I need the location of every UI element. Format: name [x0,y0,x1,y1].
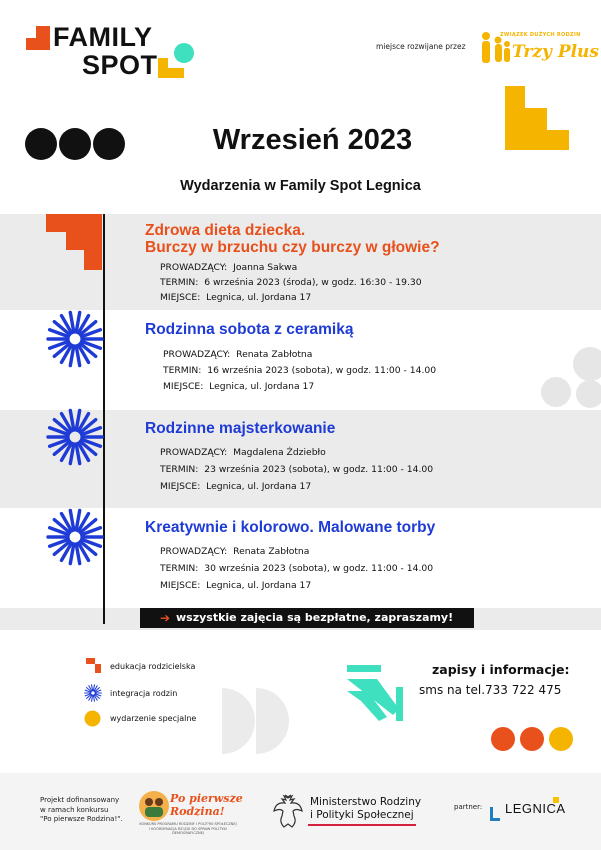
trzy-plus-name: Trzy Plus [512,42,599,62]
po-pierwsze-rodzina-logo-icon [137,790,171,822]
page-subtitle: Wydarzenia w Family Spot Legnica [180,178,421,194]
contact-title: zapisy i informacje: [432,662,570,677]
footer-project-note: Projekt dofinansowany w ramach konkursu "Po pierwsze Rodzina!". [40,796,123,823]
grey-circles-decoration-icon [540,346,601,408]
legend-label-education: edukacja rodzicielska [110,662,196,671]
event-3-place: MIEJSCE: Legnica, ul. Jordana 17 [160,481,312,492]
logo-family-text: FAMILY [53,22,153,52]
event-1-date: TERMIN: 6 września 2023 (środa), w godz. 16:30 - 19.30 [160,277,422,288]
event-4-title: Kreatywnie i kolorowo. Malowane torby [145,519,436,536]
blue-burst-icon [46,310,104,368]
partner-name: LEGNICA [505,801,566,816]
event-3-date: TERMIN: 23 września 2023 (sobota), w godz. 11:00 - 14.00 [160,464,434,475]
blue-burst-icon [84,684,102,702]
arrow-right-icon: ➔ [160,611,171,625]
teal-rays-icon [347,665,403,721]
blue-burst-icon [46,408,104,466]
event-3-title: Rodzinne majsterkowanie [145,420,336,437]
trzy-plus-tagline: ZWIĄZEK DUŻYCH RODZIN [500,32,581,38]
legend-label-special: wydarzenie specjalne [110,714,197,723]
event-1-title-line-2: Burczy w brzuchu czy burczy w głowie? [145,239,440,256]
contact-phone: sms na tel.733 722 475 [419,683,562,697]
event-2-title: Rodzinna sobota z ceramiką [145,321,354,338]
family-spot-logo [0,0,200,90]
page-title: Wrzesień 2023 [212,124,413,156]
partner-label: partner: [454,803,483,811]
grey-half-circles-decoration-icon [222,688,294,754]
orange-steps-icon [26,26,50,50]
teal-dot-icon [173,42,195,64]
event-4-place: MIEJSCE: Legnica, ul. Jordana 17 [160,580,312,591]
orange-steps-icon [46,214,102,270]
event-2-place: MIEJSCE: Legnica, ul. Jordana 17 [163,381,315,392]
blue-burst-icon [46,508,104,566]
free-note-bar: wszystkie zajęcia są bezpłatne, zapraszamy! [140,608,474,628]
logo-spot-text: SPOT [82,50,158,80]
event-4-host: PROWADZĄCY: Renata Zabłotna [160,546,310,557]
legend-label-integration: integracja rodzin [110,689,178,698]
hosted-by-text: miejsce rozwijane przez [376,42,466,51]
yellow-dot-icon [84,710,101,727]
polish-eagle-emblem-icon [272,794,304,830]
three-color-dots-icon [490,726,574,752]
event-4-date: TERMIN: 30 września 2023 (sobota), w godz. 11:00 - 14.00 [160,563,434,574]
orange-steps-icon [86,658,101,673]
program-logo-small-text: KONKURS PROGRAMU RODZINY I POLITYKI SPOŁECZNEJ I KOORDYNACJA RZĄDU DO SPRAW POLITYKI DEMOGRAFICZNEJ [139,822,237,835]
event-3-host: PROWADZĄCY: Magdalena Ździebło [160,447,326,458]
event-1-title-line-1: Zdrowa dieta dziecka. [145,222,306,239]
event-2-date: TERMIN: 16 września 2023 (sobota), w godz. 11:00 - 14.00 [163,365,437,376]
event-2-host: PROWADZĄCY: Renata Zabłotna [163,349,313,360]
program-logo-text: Po pierwsze Rodzina! [170,792,243,818]
event-1-host: PROWADZĄCY: Joanna Sakwa [160,262,298,273]
ministry-name: Ministerstwo Rodziny i Polityki Społecznej [310,796,422,821]
ministry-flag-bar [308,824,416,826]
event-1-place: MIEJSCE: Legnica, ul. Jordana 17 [160,292,312,303]
